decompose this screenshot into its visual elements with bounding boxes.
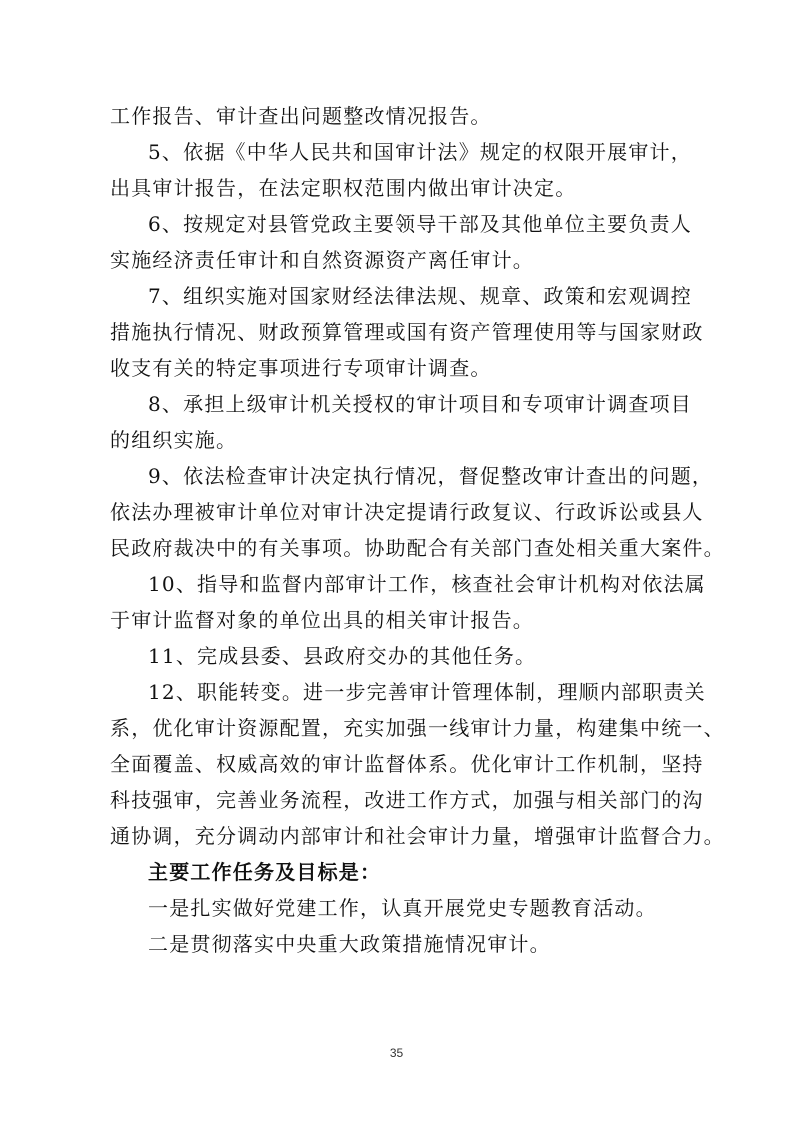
text-line: 于审计监督对象的单位出具的相关审计报告。 bbox=[110, 608, 534, 632]
body-text bbox=[110, 98, 725, 962]
text-line: 实施经济责任审计和自然资源资产离任审计。 bbox=[110, 248, 534, 272]
text-line: 全面覆盖、权威高效的审计监督体系。优化审计工作机制，坚持 bbox=[110, 752, 704, 776]
text-line: 二是贯彻落实中央重大政策措施情况审计。 bbox=[148, 932, 551, 956]
text-line: 通协调，充分调动内部审计和社会审计力量，增强审计监督合力。 bbox=[110, 824, 725, 848]
text-line: 民政府裁决中的有关事项。协助配合有关部门查处相关重大案件。 bbox=[110, 536, 725, 560]
text-line: 11、完成县委、县政府交办的其他任务。 bbox=[148, 644, 537, 668]
text-line: 措施执行情况、财政预算管理或国有资产管理使用等与国家财政 bbox=[110, 320, 704, 344]
text-line: 9、依法检查审计决定执行情况，督促整改审计查出的问题， bbox=[148, 464, 714, 488]
text-line: 12、职能转变。进一步完善审计管理体制，理顺内部职责关 bbox=[148, 680, 706, 704]
page-number: 35 bbox=[389, 1046, 404, 1060]
text-line: 收支有关的特定事项进行专项审计调查。 bbox=[110, 356, 492, 380]
text-line: 6、按规定对县管党政主要领导干部及其他单位主要负责人 bbox=[148, 212, 692, 236]
section-heading: 主要工作任务及目标是： bbox=[148, 860, 382, 884]
text-line: 5、依据《中华人民共和国审计法》规定的权限开展审计， bbox=[148, 140, 692, 164]
text-line: 工作报告、审计查出问题整改情况报告。 bbox=[110, 104, 492, 128]
text-line: 科技强审，完善业务流程，改进工作方式，加强与相关部门的沟 bbox=[110, 788, 704, 812]
text-line: 系，优化审计资源配置，充实加强一线审计力量，构建集中统一、 bbox=[110, 716, 725, 740]
text-line: 出具审计报告，在法定职权范围内做出审计决定。 bbox=[110, 176, 577, 200]
text-line: 一是扎实做好党建工作，认真开展党史专题教育活动。 bbox=[148, 896, 657, 920]
text-line: 10、指导和监督内部审计工作，核查社会审计机构对依法属 bbox=[148, 572, 706, 596]
text-line: 8、承担上级审计机关授权的审计项目和专项审计调查项目 bbox=[148, 392, 692, 416]
text-line: 的组织实施。 bbox=[110, 428, 238, 452]
text-line: 7、组织实施对国家财经法律法规、规章、政策和宏观调控 bbox=[148, 284, 692, 308]
text-line: 依法办理被审计单位对审计决定提请行政复议、行政诉讼或县人 bbox=[110, 500, 704, 524]
